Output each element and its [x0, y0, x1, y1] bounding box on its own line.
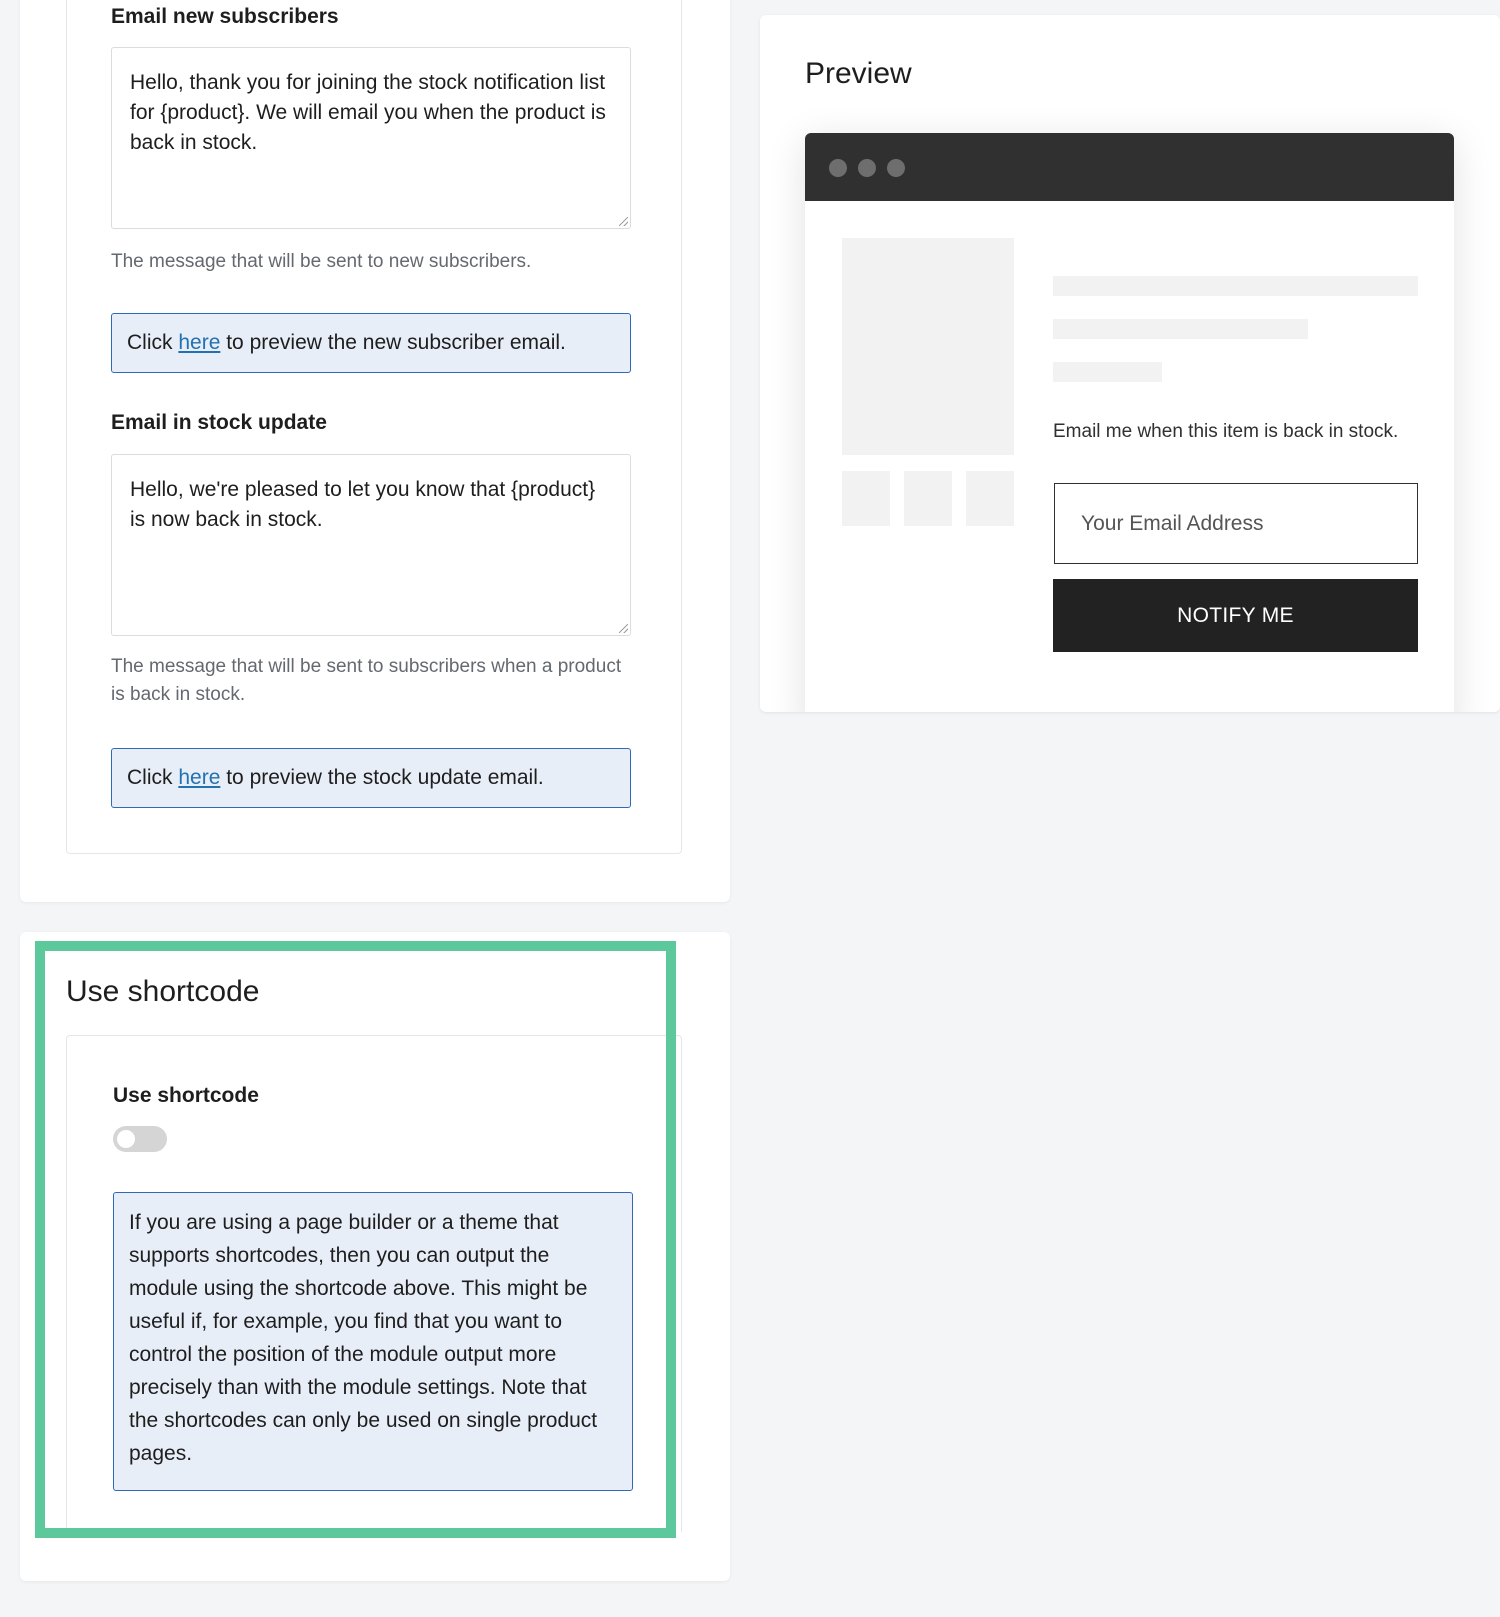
new-subscribers-help-text: The message that will be sent to new subscribers.: [111, 251, 532, 272]
preview-panel: [760, 15, 1500, 712]
notify-me-button[interactable]: NOTIFY ME: [1053, 579, 1418, 652]
shortcode-panel: [20, 932, 730, 1581]
thumbnail-placeholder: [904, 471, 952, 526]
notice-prefix: Click: [127, 766, 173, 789]
browser-title-bar: [805, 133, 1454, 201]
new-subscriber-preview-notice: [111, 313, 631, 373]
thumbnail-placeholder: [842, 471, 890, 526]
browser-mockup: [805, 133, 1454, 712]
use-shortcode-toggle[interactable]: [113, 1126, 167, 1152]
notify-message: Email me when this item is back in stock.: [1053, 421, 1399, 442]
preview-title: Preview: [805, 57, 912, 90]
new-subscribers-message-text: Hello, thank you for joining the stock notification list for {product}. We will email you when the product is back in stock.: [130, 71, 606, 154]
preview-stock-update-email-link[interactable]: here: [178, 766, 221, 789]
shortcode-card: [66, 1035, 682, 1532]
email-settings-panel: [20, 0, 730, 902]
notice-suffix: to preview the stock update email.: [226, 766, 544, 789]
stock-update-label: Email in stock update: [111, 411, 327, 434]
title-line-placeholder: [1053, 276, 1418, 296]
thumbnail-placeholder: [966, 471, 1014, 526]
new-subscribers-message-textarea[interactable]: [111, 47, 631, 229]
preview-new-subscriber-email-link[interactable]: here: [178, 331, 221, 354]
product-image-placeholder: [842, 238, 1014, 455]
stock-update-message-text: Hello, we're pleased to let you know that {product} is now back in stock.: [130, 478, 596, 531]
window-dot-icon: [858, 159, 876, 177]
shortcode-info-notice: If you are using a page builder or a theme that supports shortcodes, then you can output the module using the shortcode above. This might be useful if, for example, you find that you want to control the position of the module output more precisely than with the module settings. Note that the shortcodes can only be used on single product pages.: [113, 1192, 633, 1491]
toggle-knob: [117, 1130, 135, 1148]
stock-update-message-textarea[interactable]: [111, 454, 631, 636]
email-settings-card: [66, 0, 682, 854]
stock-update-preview-notice: [111, 748, 631, 808]
price-line-placeholder: [1053, 362, 1162, 382]
window-dot-icon: [829, 159, 847, 177]
shortcode-section-title: Use shortcode: [66, 975, 260, 1008]
notice-prefix: Click: [127, 331, 173, 354]
new-subscribers-label: Email new subscribers: [111, 5, 339, 28]
use-shortcode-label: Use shortcode: [113, 1084, 259, 1107]
notice-suffix: to preview the new subscriber email.: [226, 331, 566, 354]
email-address-input[interactable]: [1054, 483, 1418, 564]
window-dot-icon: [887, 159, 905, 177]
resize-handle-icon[interactable]: [619, 217, 628, 226]
resize-handle-icon[interactable]: [619, 624, 628, 633]
stock-update-help-text: The message that will be sent to subscribers when a product is back in stock.: [111, 656, 622, 705]
subtitle-line-placeholder: [1053, 319, 1308, 339]
